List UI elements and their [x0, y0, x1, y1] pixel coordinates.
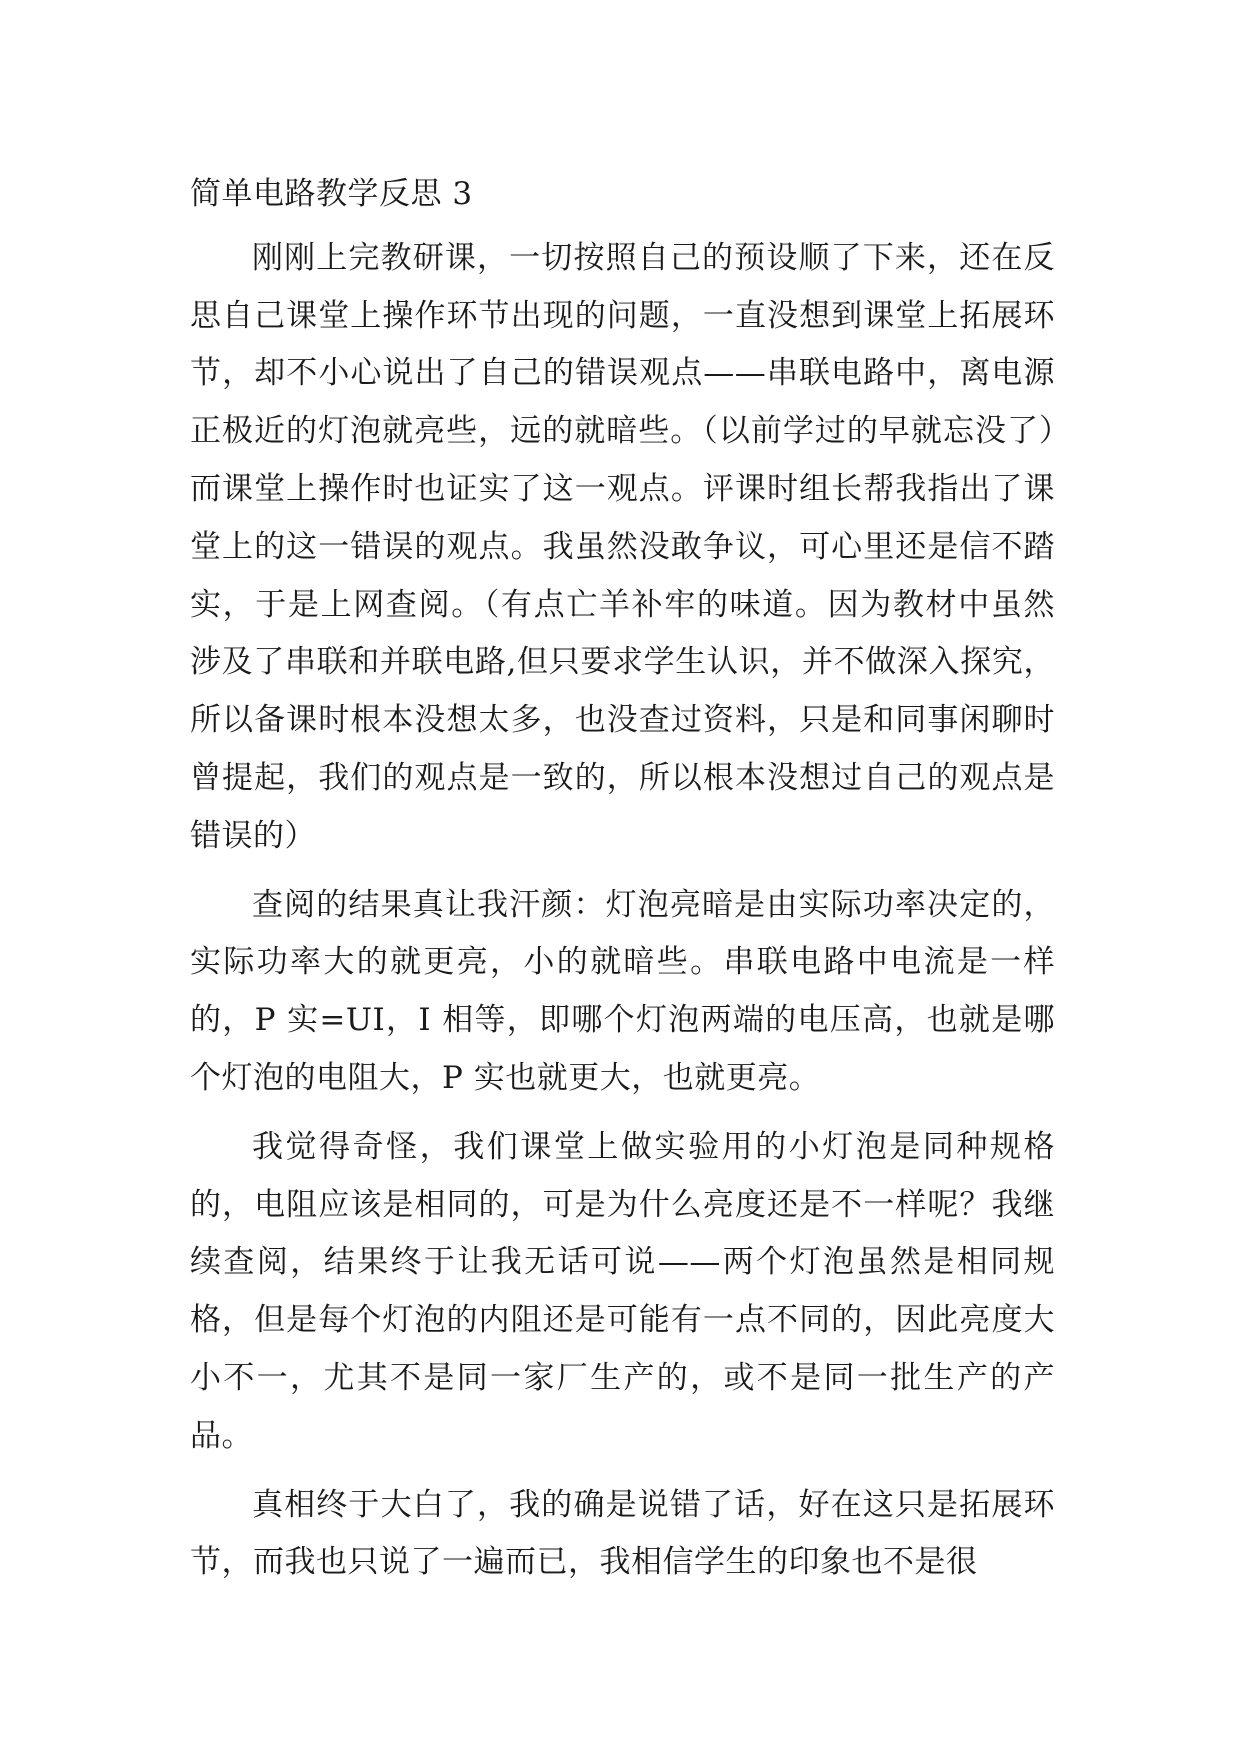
paragraph-3: 我觉得奇怪，我们课堂上做实验用的小灯泡是同种规格的，电阻应该是相同的，可是为什么亮度还是不一样呢？我继续查阅，结果终于让我无话可说——两个灯泡虽然是相同规格，但是每个灯泡的内阻还是可能有一点不同的，因此亮度大小不一，尤其不是同一家厂生产的，或不是同一批生产的产品。	[190, 1128, 1055, 1454]
document-title: 简单电路教学反思 3	[190, 176, 473, 212]
paragraph-1: 刚刚上完教研课，一切按照自己的预设顺了下来，还在反思自己课堂上操作环节出现的问题，一直没想到课堂上拓展环节，却不小心说出了自己的错误观点——串联电路中，离电源正极近的灯泡就亮些，远的就暗些。（以前学过的早就忘没了）而课堂上操作时也证实了这一观点。评课时组长帮我指出了课堂上的这一错误的观点。我虽然没敢争议，可心里还是信不踏实，于是上网查阅。（有点亡羊补牢的味道。因为教材中虽然涉及了串联和并联电路,但只要求学生认识，并不做深入探究，所以备课时根本没想太多，也没查过资料，只是和同事闲聊时曾提起，我们的观点是一致的，所以根本没想过自己的观点是错误的）	[190, 239, 1055, 854]
document-body	[190, 166, 1055, 1592]
paragraph-4: 真相终于大白了，我的确是说错了话，好在这只是拓展环节，而我也只说了一遍而已，我相信学生的印象也不是很	[190, 1486, 1055, 1581]
paragraph-2: 查阅的结果真让我汗颜：灯泡亮暗是由实际功率决定的，实际功率大的就更亮，小的就暗些。串联电路中电流是一样的，P 实=UI，I 相等，即哪个灯泡两端的电压高，也就是哪个灯泡的电阻大，P 实也就更大，也就更亮。	[190, 886, 1055, 1096]
